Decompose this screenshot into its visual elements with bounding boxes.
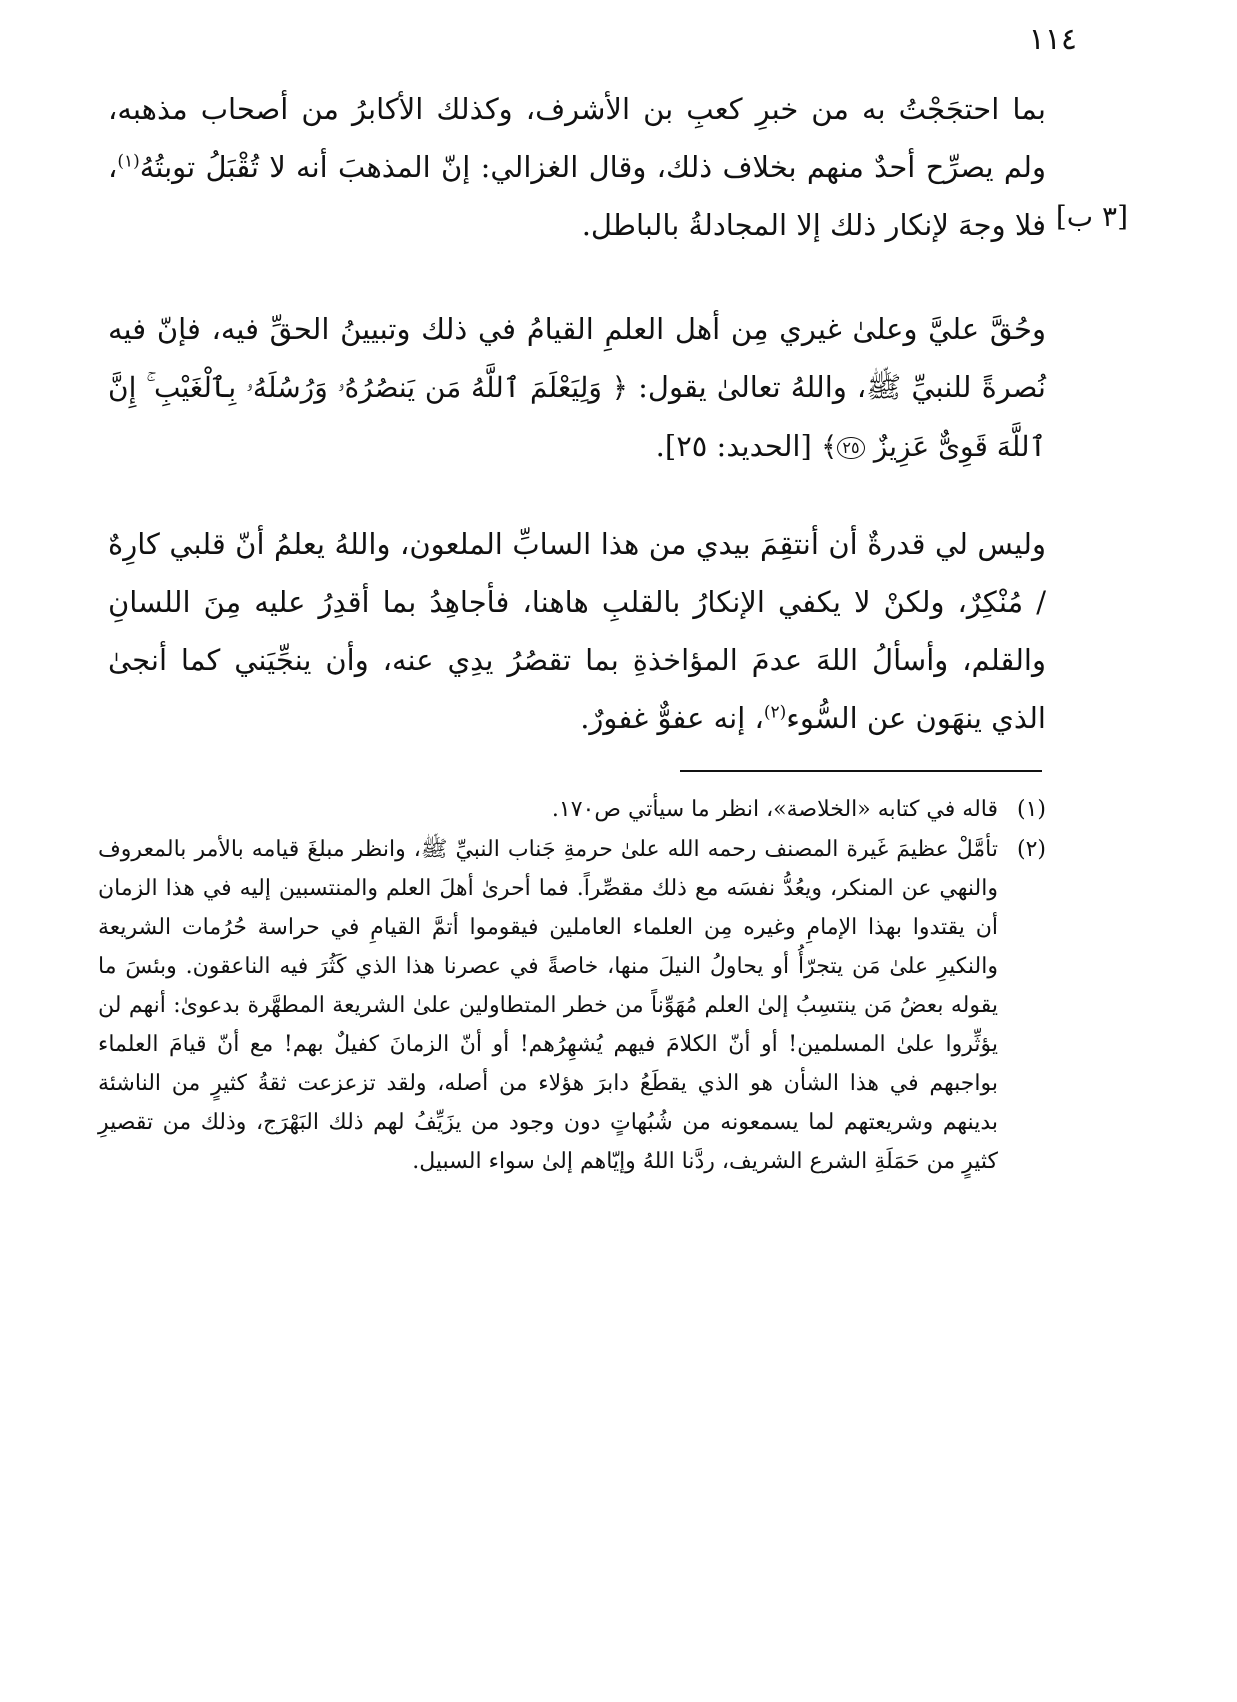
paragraph-2-text: وحُقَّ عليَّ وعلىٰ غيري مِن أهل العلمِ القيامُ في ذلك وتبيينُ الحقِّ فيه، فإنّ فيه نُصرةً للنبيِّ ﷺ، واللهُ تعالىٰ يقول: bbox=[108, 312, 1046, 404]
footnote-text: قاله في كتابه «الخلاصة»، انظر ما سيأتي ص١٧٠. bbox=[551, 797, 998, 822]
quran-verse: ﴿ وَلِيَعْلَمَ ٱللَّهُ مَن يَنصُرُهُۥ وَرُسُلَهُۥ بِٱلْغَيْبِ ۚ إِنَّ ٱللَّهَ قَوِىٌّ عَزِيزٌ bbox=[108, 371, 1046, 463]
quran-verse-reference: [الحديد: ٢٥]. bbox=[655, 429, 821, 463]
paragraph-1-text: بما احتجَجْتُ به من خبرِ كعبِ بن الأشرف، وكذلك الأكابرُ من أصحاب مذهبه، ولم يصرِّح أحدٌ منهم بخلاف ذلك، وقال الغزالي: إنّ المذهبَ أنه لا تُقْبَلُ توبتُهُ bbox=[108, 92, 1046, 184]
footnote-number: (٢) bbox=[1016, 837, 1046, 862]
paragraph-1-tail: ، فلا وجهَ لإنكار ذلك إلا المجادلةُ بالباطل. bbox=[108, 150, 1046, 242]
footnote-ref-2[interactable]: (٢) bbox=[763, 702, 787, 723]
footnotes bbox=[98, 790, 1046, 1182]
footnote-number: (١) bbox=[1016, 797, 1046, 822]
footnote-1 bbox=[98, 790, 1046, 829]
paragraph-2 bbox=[108, 300, 1046, 476]
footnote-2 bbox=[98, 830, 1046, 1181]
ayah-number-marker: ٢٥ bbox=[837, 437, 864, 459]
page-number: ١١٤ bbox=[1028, 22, 1077, 57]
quran-verse-close: ﴾ bbox=[821, 430, 838, 463]
paragraph-3-text: وليس لي قدرةٌ أن أنتقِمَ بيدي من هذا السابِّ الملعون، واللهُ يعلمُ أنّ قلبي كارِهٌ / مُنْكِرٌ، ولكنْ لا يكفي الإنكارُ بالقلبِ هاهنا، فأجاهِدُ بما أقدِرُ عليه مِنَ اللسانِ والقلم، وأسألُ اللهَ عدمَ المؤاخذةِ بما تقصُرُ يدِي عنه، وأن ينجِّيَني كما أنجىٰ الذي ينهَون عن السُّوء bbox=[108, 527, 1046, 735]
footnote-ref-1[interactable]: (١) bbox=[117, 151, 140, 172]
paragraph-1 bbox=[108, 80, 1046, 254]
paragraph-3 bbox=[108, 515, 1046, 747]
footnote-text: تأمَّلْ عظيمَ غَيرة المصنف رحمه الله علىٰ حرمةِ جَناب النبيِّ ﷺ، وانظر مبلغَ قيامه بالأمر بالمعروف والنهي عن المنكر، ويعُدُّ نفسَه مع ذلك مقصِّراً. فما أحرىٰ أهلَ العلم والمنتسبين إليه في هذا الزمان أن يقتدوا بهذا الإمامِ وغيره مِن العلماء العاملين فيقوموا أتمَّ القيامِ في حراسة حُرُمات الشريعة والنكيرِ علىٰ مَن يتجرّأُ أو يحاولُ النيلَ منها، خاصةً في عصرنا هذا الذي كَثُرَ فيه الناعقون. وبئسَ ما يقوله بعضُ مَن ينتسِبُ إلىٰ العلم مُهَوِّناً من خطر المتطاولين علىٰ الشريعة المطهَّرة بدعوىٰ: أنهم لن يؤثِّروا علىٰ المسلمين! أو أنّ الكلامَ فيهم يُشهِرُهم! أو أنّ الزمانَ كفيلٌ بهم! مع أنّ قيامَ العلماء بواجبهم في هذا الشأن هو الذي يقطَعُ دابرَ هؤلاء من أصله، ولقد تزعزعت ثقةُ كثيرٍ من الناشئة بدينهم وشريعتهم لما يسمعونه من شُبُهاتٍ دون وجود من يزَيِّفُ لهم ذلك البَهْرَج، وذلك من تقصيرِ كثيرٍ من حَمَلَةِ الشرع الشريف، ردَّنا اللهُ وإيّاهم إلىٰ سواء السبيل. bbox=[98, 837, 998, 1174]
footnote-separator bbox=[680, 770, 1042, 772]
manuscript-folio-reference: [٣ ب] bbox=[1055, 200, 1128, 233]
paragraph-3-tail: ، إنه عفوٌّ غفورٌ. bbox=[580, 701, 764, 735]
